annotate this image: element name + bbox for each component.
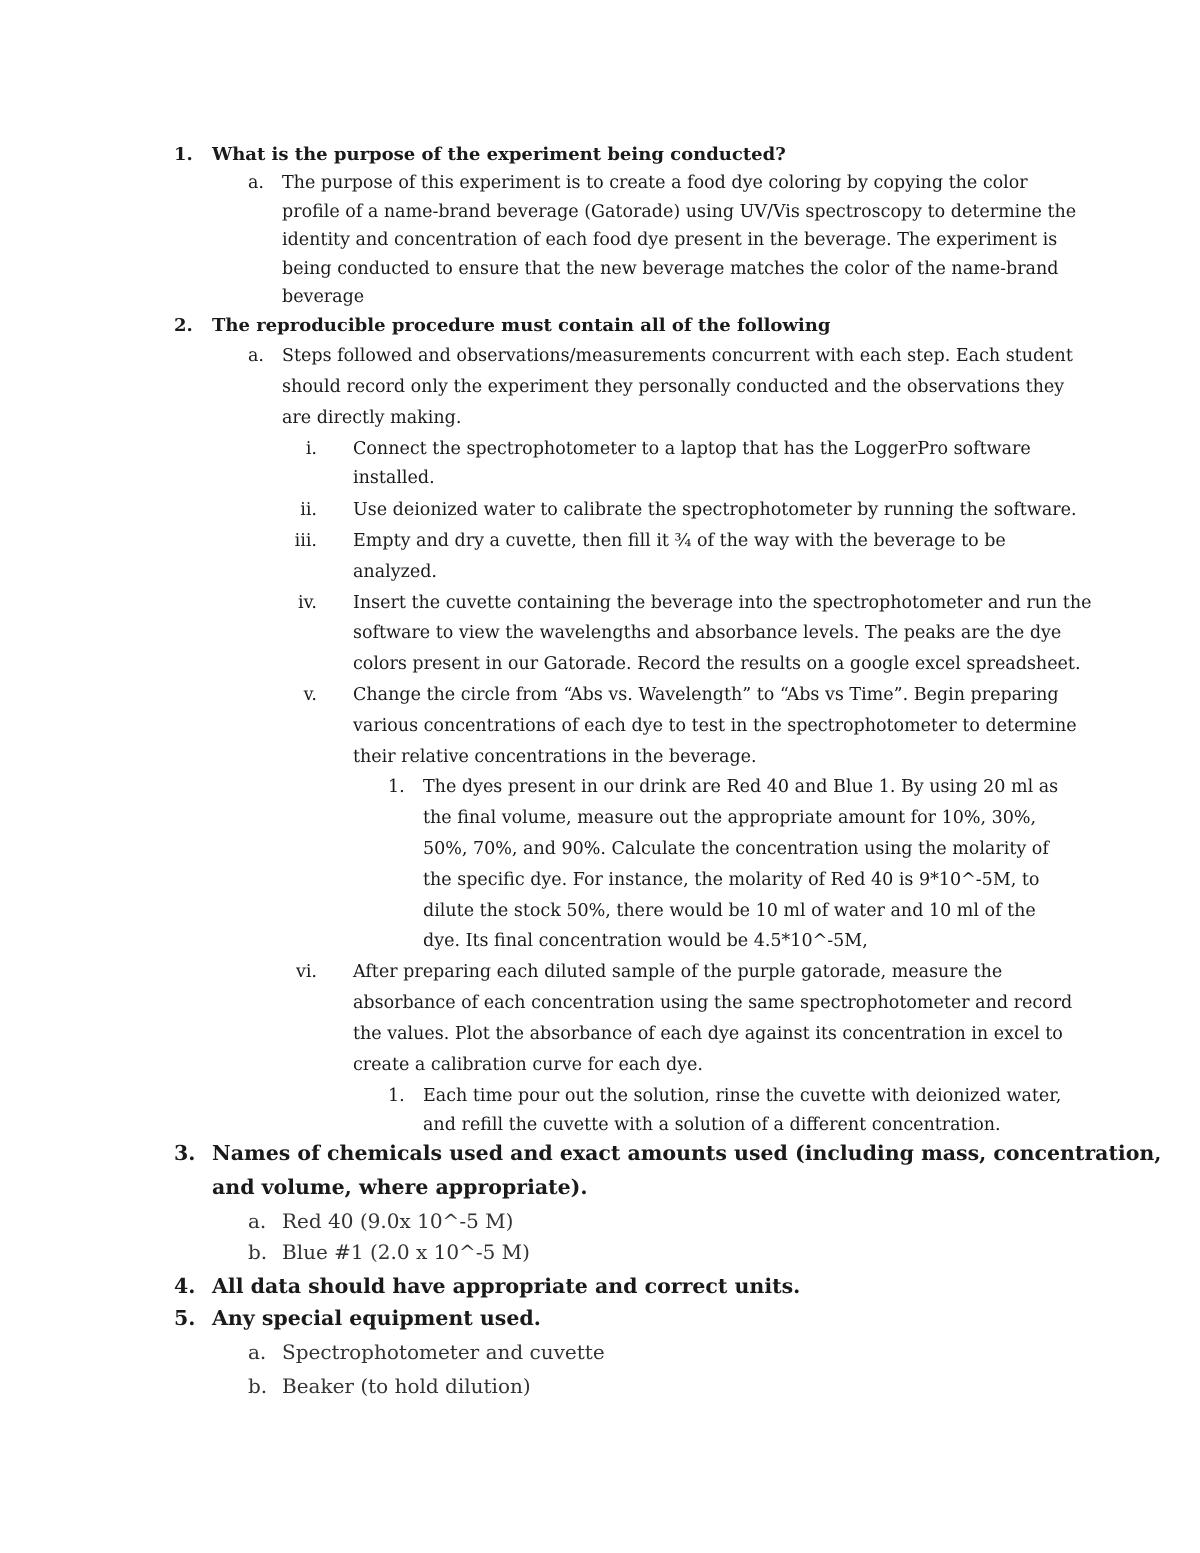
answer-1a-line-1: The purpose of this experiment is to create a food dye coloring by copying the color xyxy=(282,173,1028,193)
step-i-line-1: Connect the spectrophotometer to a laptop that has the LoggerPro software xyxy=(353,439,1031,459)
step-v-line-1: Change the circle from “Abs vs. Wavelength” to “Abs vs Time”. Begin preparing xyxy=(353,685,1059,705)
question-1-number: 1. xyxy=(174,144,193,165)
step-i-line-2: installed. xyxy=(353,468,435,488)
answer-1a-line-2: profile of a name-brand beverage (Gatorade) using UV/Vis spectroscopy to determine the xyxy=(282,202,1077,222)
step-v-sub-1-line-3: 50%, 70%, and 90%. Calculate the concentration using the molarity of xyxy=(423,839,1049,859)
step-vi-sub-1-marker: 1. xyxy=(388,1086,405,1106)
question-1-title: What is the purpose of the experiment being conducted? xyxy=(212,144,786,165)
step-iv-line-3: colors present in our Gatorade. Record the results on a google excel spreadsheet. xyxy=(353,654,1081,674)
answer-1a-marker: a. xyxy=(248,173,264,193)
answer-2a-marker: a. xyxy=(248,346,264,366)
step-iii-line-1: Empty and dry a cuvette, then fill it ¾ of the way with the beverage to be xyxy=(353,531,1006,551)
equipment-a-marker: a. xyxy=(248,1340,267,1364)
step-v-sub-1-marker: 1. xyxy=(388,777,405,797)
question-3-number: 3. xyxy=(174,1141,196,1165)
step-v-sub-1-line-6: dye. Its final concentration would be 4.5*10^-5M, xyxy=(423,931,868,951)
step-vi-marker: vi. xyxy=(295,962,317,982)
step-v-line-2: various concentrations of each dye to test in the spectrophotometer to determine xyxy=(353,716,1077,736)
question-2-title: The reproducible procedure must contain all of the following xyxy=(212,315,831,336)
step-v-line-3: their relative concentrations in the beverage. xyxy=(353,747,757,767)
question-2-number: 2. xyxy=(174,315,193,336)
chemical-a-marker: a. xyxy=(248,1209,267,1233)
question-4-title: All data should have appropriate and correct units. xyxy=(212,1274,801,1298)
step-iv-marker: iv. xyxy=(298,593,317,613)
answer-2a-line-2: should record only the experiment they personally conducted and the observations they xyxy=(282,377,1065,397)
chemical-a-text: Red 40 (9.0x 10^-5 M) xyxy=(282,1209,514,1233)
step-vi-line-4: create a calibration curve for each dye. xyxy=(353,1055,703,1075)
question-3-title-line-1: Names of chemicals used and exact amounts used (including mass, concentration, xyxy=(212,1141,1162,1165)
question-5-title: Any special equipment used. xyxy=(212,1306,541,1330)
answer-2a-line-1: Steps followed and observations/measurements concurrent with each step. Each student xyxy=(282,346,1073,366)
step-i-marker: i. xyxy=(305,439,317,459)
answer-1a-line-5: beverage xyxy=(282,287,365,307)
step-vi-sub-1-line-2: and refill the cuvette with a solution of a different concentration. xyxy=(423,1115,1001,1135)
step-iv-line-2: software to view the wavelengths and absorbance levels. The peaks are the dye xyxy=(353,623,1062,643)
answer-1a-line-3: identity and concentration of each food dye present in the beverage. The experiment is xyxy=(282,230,1058,250)
equipment-b-marker: b. xyxy=(248,1374,268,1398)
step-vi-line-2: absorbance of each concentration using the same spectrophotometer and record xyxy=(353,993,1073,1013)
equipment-b-text: Beaker (to hold dilution) xyxy=(282,1374,531,1398)
step-v-sub-1-line-1: The dyes present in our drink are Red 40 and Blue 1. By using 20 ml as xyxy=(423,777,1059,797)
step-vi-line-1: After preparing each diluted sample of the purple gatorade, measure the xyxy=(353,962,1003,982)
equipment-a-text: Spectrophotometer and cuvette xyxy=(282,1340,605,1364)
step-v-sub-1-line-2: the final volume, measure out the appropriate amount for 10%, 30%, xyxy=(423,808,1037,828)
chemical-b-marker: b. xyxy=(248,1240,268,1264)
step-iv-line-1: Insert the cuvette containing the beverage into the spectrophotometer and run the xyxy=(353,593,1092,613)
answer-1a-line-4: being conducted to ensure that the new beverage matches the color of the name-brand xyxy=(282,259,1059,279)
step-iii-line-2: analyzed. xyxy=(353,562,437,582)
step-v-sub-1-line-4: the specific dye. For instance, the molarity of Red 40 is 9*10^-5M, to xyxy=(423,870,1040,890)
step-vi-sub-1-line-1: Each time pour out the solution, rinse the cuvette with deionized water, xyxy=(423,1086,1062,1106)
question-3-title-line-2: and volume, where appropriate). xyxy=(212,1175,588,1199)
step-v-sub-1-line-5: dilute the stock 50%, there would be 10 ml of water and 10 ml of the xyxy=(423,901,1036,921)
step-ii-marker: ii. xyxy=(300,500,317,520)
step-ii-line-1: Use deionized water to calibrate the spectrophotometer by running the software. xyxy=(353,500,1077,520)
step-v-marker: v. xyxy=(303,685,317,705)
step-iii-marker: iii. xyxy=(294,531,317,551)
question-4-number: 4. xyxy=(174,1274,196,1298)
chemical-b-text: Blue #1 (2.0 x 10^-5 M) xyxy=(282,1240,530,1264)
step-vi-line-3: the values. Plot the absorbance of each dye against its concentration in excel to xyxy=(353,1024,1063,1044)
answer-2a-line-3: are directly making. xyxy=(282,408,462,428)
question-5-number: 5. xyxy=(174,1306,196,1330)
